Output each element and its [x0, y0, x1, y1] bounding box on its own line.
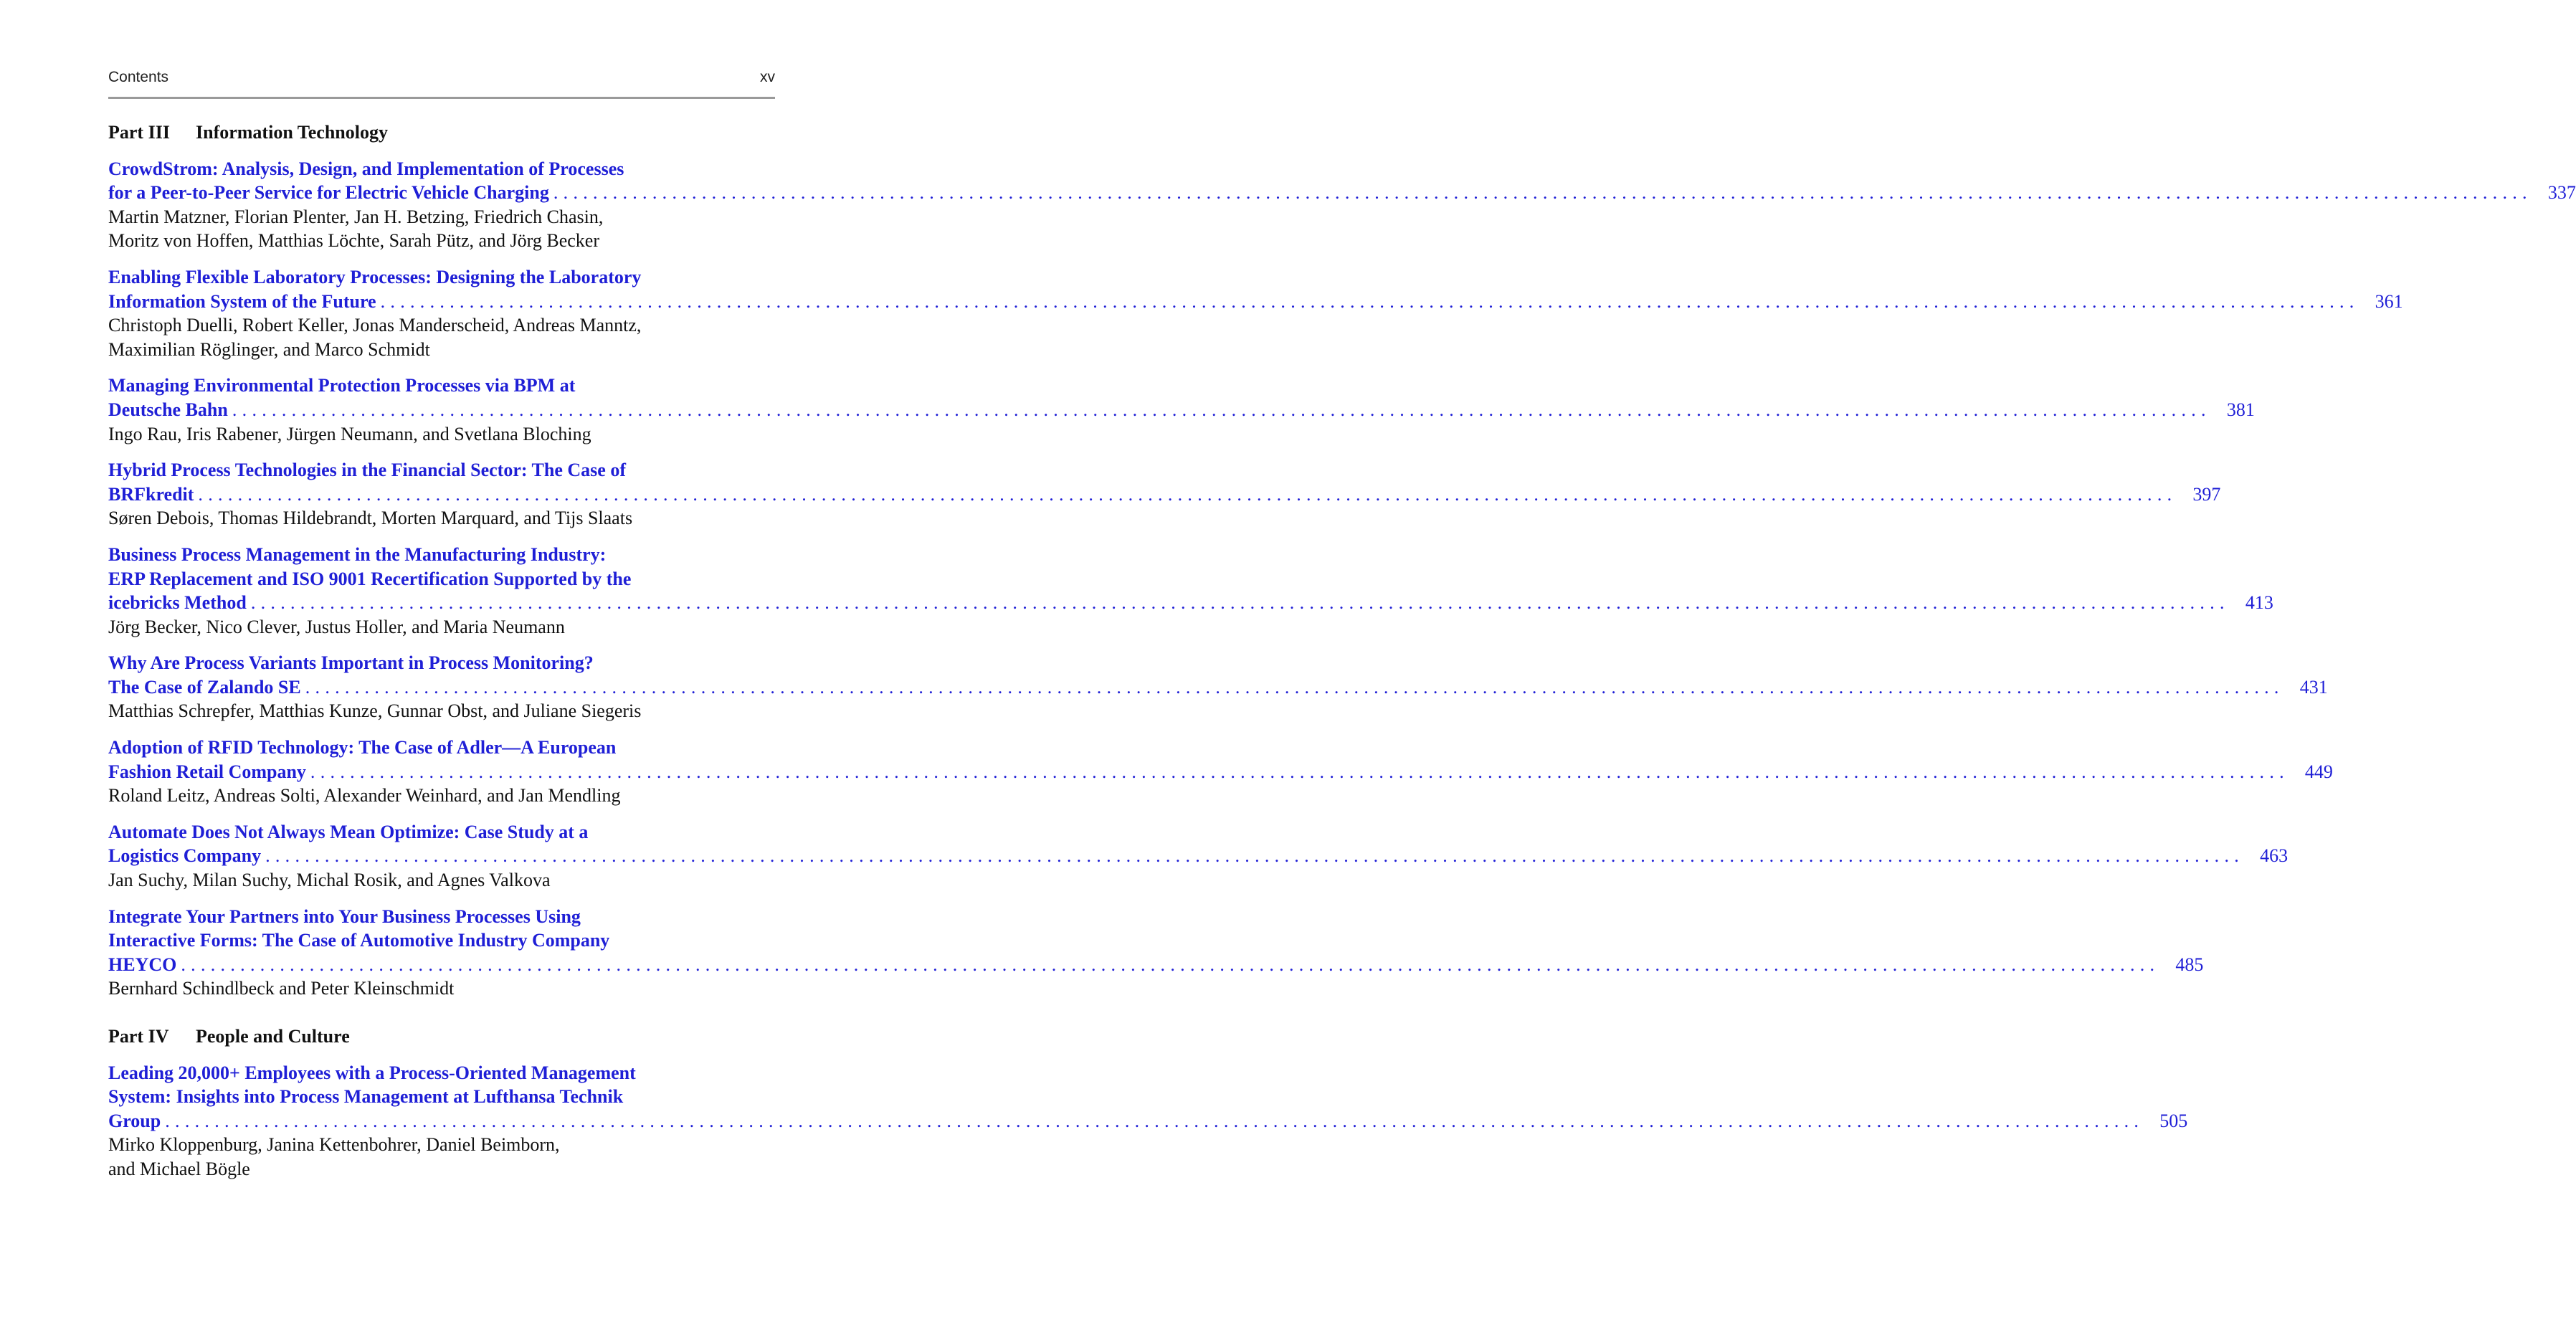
- toc-entry[interactable]: [108, 1061, 2188, 1181]
- chapter-title-line: Interactive Forms: The Case of Automotive Industry Company: [108, 930, 610, 951]
- running-title: Contents: [108, 69, 169, 85]
- dot-leader: ........................................................................................................................................................................................................: [305, 676, 2284, 698]
- chapter-title-link[interactable]: [108, 651, 2328, 699]
- toc-entry[interactable]: [108, 374, 2255, 446]
- chapter-page-number[interactable]: 449: [2304, 761, 2333, 782]
- running-header: [108, 69, 775, 90]
- chapter-title-line: Deutsche Bahn: [108, 399, 228, 420]
- chapter-page-number[interactable]: 413: [2245, 592, 2273, 614]
- chapter-title-line: Fashion Retail Company: [108, 761, 306, 782]
- toc-entry[interactable]: [108, 905, 2204, 1001]
- dot-leader: ........................................................................................................................................................................................................: [198, 483, 2177, 505]
- dot-leader: ........................................................................................................................................................................................................: [232, 399, 2211, 420]
- part-heading: [108, 1024, 775, 1049]
- chapter-title-link[interactable]: [108, 543, 2273, 615]
- toc-entry[interactable]: [108, 458, 2221, 531]
- chapter-title-line: Information System of the Future: [108, 290, 376, 312]
- dot-leader: ........................................................................................................................................................................................................: [380, 290, 2359, 312]
- chapter-title-line: Why Are Process Variants Important in Process Monitoring?: [108, 652, 594, 674]
- chapter-title-line: Group: [108, 1110, 161, 1131]
- toc-entry[interactable]: [108, 736, 2333, 808]
- chapter-title-line: icebricks Method: [108, 592, 247, 614]
- page-number: xv: [760, 69, 775, 85]
- dot-leader: ........................................................................................................................................................................................................: [181, 953, 2160, 975]
- chapter-title-line: ERP Replacement and ISO 9001 Recertification Supported by the: [108, 568, 632, 589]
- chapter-title-link[interactable]: [108, 1061, 2188, 1133]
- chapter-authors: Søren Debois, Thomas Hildebrandt, Morten Marquard, and Tijs Slaats: [108, 508, 633, 529]
- chapter-authors: Bernhard Schindlbeck and Peter Kleinschmidt: [108, 978, 455, 999]
- header-rule: [108, 97, 775, 99]
- chapter-page-number[interactable]: 505: [2159, 1110, 2188, 1131]
- part-number: Part IV: [108, 1026, 169, 1047]
- chapter-title-line: Business Process Management in the Manufacturing Industry:: [108, 543, 607, 565]
- chapter-page-number[interactable]: 431: [2299, 676, 2328, 698]
- chapter-title-link[interactable]: [108, 820, 2289, 868]
- chapter-title-link[interactable]: [108, 374, 2255, 422]
- chapter-title-line: BRFkredit: [108, 483, 194, 505]
- chapter-title-line: Enabling Flexible Laboratory Processes: Designing the Laboratory: [108, 266, 642, 287]
- chapter-authors: Martin Matzner, Florian Plenter, Jan H. Betzing, Friedrich Chasin,: [108, 206, 604, 227]
- chapter-authors: Jörg Becker, Nico Clever, Justus Holler, and Maria Neumann: [108, 616, 565, 637]
- dot-leader: ........................................................................................................................................................................................................: [165, 1110, 2144, 1131]
- chapter-page-number[interactable]: 381: [2226, 399, 2255, 420]
- table-of-contents: [108, 120, 2576, 1181]
- chapter-title-line: Automate Does Not Always Mean Optimize: Case Study at a: [108, 821, 589, 842]
- chapter-title-link[interactable]: [108, 265, 2403, 313]
- chapter-title-link[interactable]: [108, 157, 2576, 205]
- chapter-authors: Matthias Schrepfer, Matthias Kunze, Gunnar Obst, and Juliane Siegeris: [108, 700, 642, 722]
- chapter-title-line: for a Peer-to-Peer Service for Electric Vehicle Charging: [108, 182, 549, 204]
- chapter-title-line: Adoption of RFID Technology: The Case of Adler—A European: [108, 737, 617, 758]
- chapter-authors: Christoph Duelli, Robert Keller, Jonas Manderscheid, Andreas Manntz,: [108, 315, 642, 336]
- part-title: People and Culture: [196, 1026, 350, 1047]
- chapter-authors: Jan Suchy, Milan Suchy, Michal Rosik, and Agnes Valkova: [108, 870, 551, 891]
- chapter-title-link[interactable]: [108, 458, 2221, 506]
- chapter-authors: Moritz von Hoffen, Matthias Löchte, Sarah Pütz, and Jörg Becker: [108, 230, 599, 252]
- chapter-title-line: HEYCO: [108, 953, 177, 975]
- chapter-authors: Ingo Rau, Iris Rabener, Jürgen Neumann, and Svetlana Bloching: [108, 423, 591, 444]
- chapter-title-line: Managing Environmental Protection Processes via BPM at: [108, 375, 576, 396]
- chapter-title-line: System: Insights into Process Management at Lufthansa Technik: [108, 1086, 624, 1108]
- chapter-authors: Mirko Kloppenburg, Janina Kettenbohrer, Daniel Beimborn,: [108, 1134, 560, 1156]
- chapter-authors: Roland Leitz, Andreas Solti, Alexander Weinhard, and Jan Mendling: [108, 785, 621, 807]
- toc-entry[interactable]: [108, 543, 2273, 639]
- chapter-title-line: Integrate Your Partners into Your Business Processes Using: [108, 905, 581, 927]
- toc-entry[interactable]: [108, 265, 2403, 361]
- chapter-title-line: Leading 20,000+ Employees with a Process-Oriented Management: [108, 1062, 636, 1083]
- dot-leader: ........................................................................................................................................................................................................: [265, 845, 2245, 867]
- dot-leader: ........................................................................................................................................................................................................: [553, 182, 2532, 204]
- chapter-authors: and Michael Bögle: [108, 1158, 250, 1179]
- chapter-title-link[interactable]: [108, 905, 2204, 977]
- part-heading: [108, 120, 775, 145]
- part-number: Part III: [108, 122, 170, 143]
- chapter-title-line: Logistics Company: [108, 845, 262, 867]
- chapter-title-line: CrowdStrom: Analysis, Design, and Implementation of Processes: [108, 158, 624, 179]
- dot-leader: ........................................................................................................................................................................................................: [250, 592, 2230, 614]
- toc-entry[interactable]: [108, 820, 2289, 893]
- chapter-page-number[interactable]: 361: [2375, 290, 2403, 312]
- toc-entry[interactable]: [108, 651, 2328, 723]
- dot-leader: ........................................................................................................................................................................................................: [310, 761, 2289, 782]
- chapter-page-number[interactable]: 485: [2175, 953, 2204, 975]
- chapter-page-number[interactable]: 463: [2260, 845, 2289, 867]
- part-title: Information Technology: [196, 122, 388, 143]
- chapter-title-line: The Case of Zalando SE: [108, 676, 301, 698]
- chapter-title-line: Hybrid Process Technologies in the Financial Sector: The Case of: [108, 460, 626, 481]
- chapter-title-link[interactable]: [108, 736, 2333, 784]
- chapter-authors: Maximilian Röglinger, and Marco Schmidt: [108, 338, 430, 360]
- chapter-page-number[interactable]: 397: [2192, 483, 2221, 505]
- toc-entry[interactable]: [108, 157, 2576, 253]
- chapter-page-number[interactable]: 337: [2547, 182, 2576, 204]
